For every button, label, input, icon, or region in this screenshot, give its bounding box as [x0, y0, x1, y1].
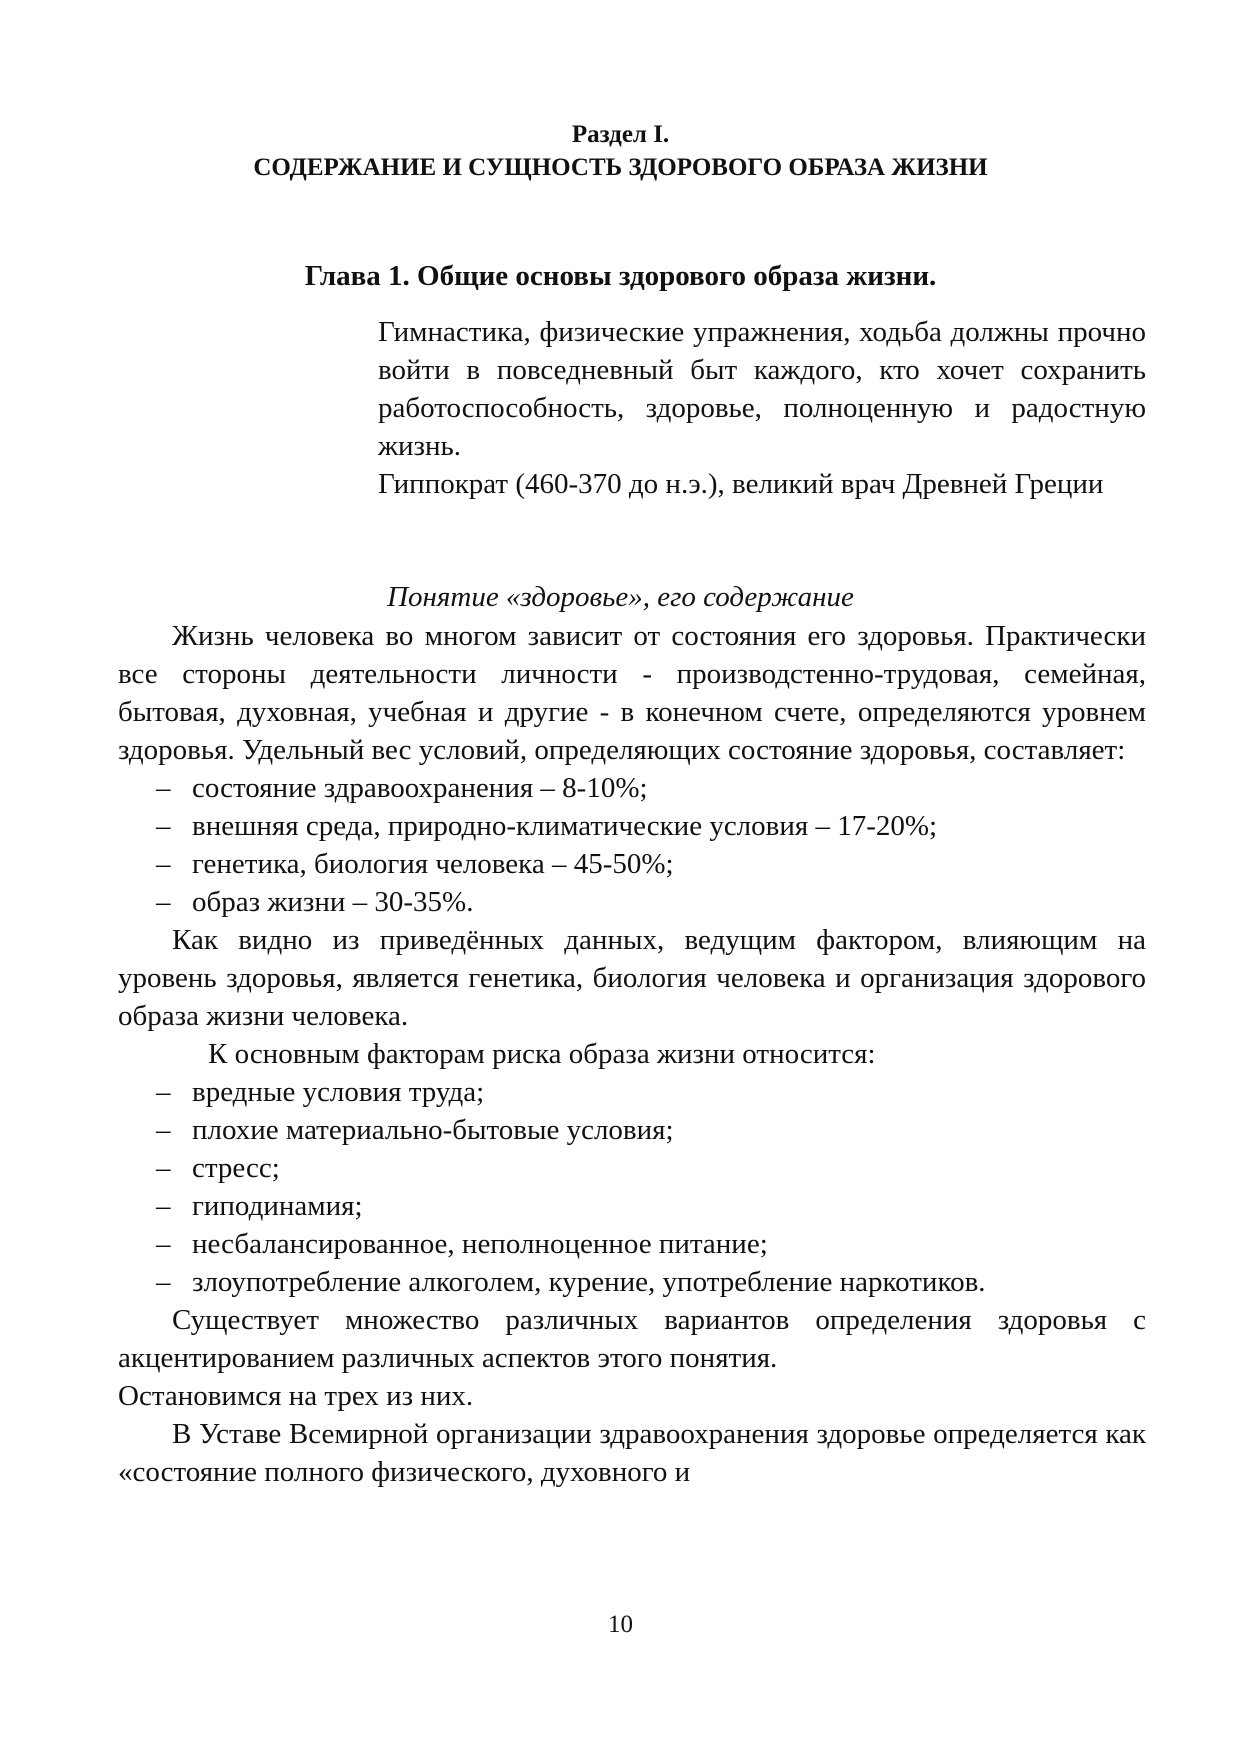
paragraph: Как видно из приведённых данных, ведущим фактором, влияющим на уровень здоровья, является генетика, биология человека и организация здорового образа жизни человека.	[118, 924, 1146, 1032]
list-item: – внешняя среда, природно-климатические условия – 17-20%;	[156, 807, 1146, 845]
subheading: Понятие «здоровье», его содержание	[387, 581, 854, 613]
list-item: – генетика, биология человека – 45-50%;	[156, 845, 1146, 883]
paragraph: Жизнь человека во многом зависит от состояния его здоровья. Практически все стороны деятельности личности - производстенно-трудовая, семейная, бытовая, духовная, учебная и другие - в конечном счете, определяются уровнем здоровья. Удельный вес условий, определяющих состояние здоровья, составляет:	[118, 620, 1146, 766]
health-factors-list	[118, 769, 1146, 921]
list-item: – плохие материально-бытовые условия;	[156, 1111, 1146, 1149]
epigraph-quote: Гимнастика, физические упражнения, ходьба должны прочно войти в повседневный быт каждого, кто хочет сохранить работоспособность, здоровье, полноценную и радостную жизнь.	[378, 316, 1146, 462]
paragraph: Существует множество различных вариантов определения здоровья с акцентированием различных аспектов этого понятия.	[118, 1304, 1146, 1374]
paragraph: К основным факторам риска образа жизни относится:	[208, 1038, 876, 1070]
section-title: СОДЕРЖАНИЕ И СУЩНОСТЬ ЗДОРОВОГО ОБРАЗА ЖИЗНИ	[253, 154, 988, 181]
list-item: – состояние здравоохранения – 8-10%;	[156, 769, 1146, 807]
paragraph: Остановимся на трех из них.	[118, 1380, 474, 1412]
paragraph: В Уставе Всемирной организации здравоохранения здоровье определяется как «состояние полного физического, духовного и	[118, 1418, 1146, 1488]
epigraph	[378, 313, 1146, 503]
list-item: – стресс;	[156, 1149, 1146, 1187]
list-item: – образ жизни – 30-35%.	[156, 883, 1146, 921]
chapter-title: Глава 1. Общие основы здорового образа жизни.	[304, 260, 937, 292]
list-item: – гиподинамия;	[156, 1187, 1146, 1225]
body-text	[118, 617, 1146, 1491]
section-label: Раздел I.	[571, 121, 670, 148]
page-number: 10	[608, 1611, 633, 1638]
epigraph-author: Гиппократ (460-370 до н.э.), великий врач Древней Греции	[378, 468, 1104, 500]
list-item: – вредные условия труда;	[156, 1073, 1146, 1111]
risk-factors-list	[118, 1073, 1146, 1301]
list-item: – несбалансированное, неполноценное питание;	[156, 1225, 1146, 1263]
list-item: – злоупотребление алкоголем, курение, употребление наркотиков.	[156, 1263, 1146, 1301]
